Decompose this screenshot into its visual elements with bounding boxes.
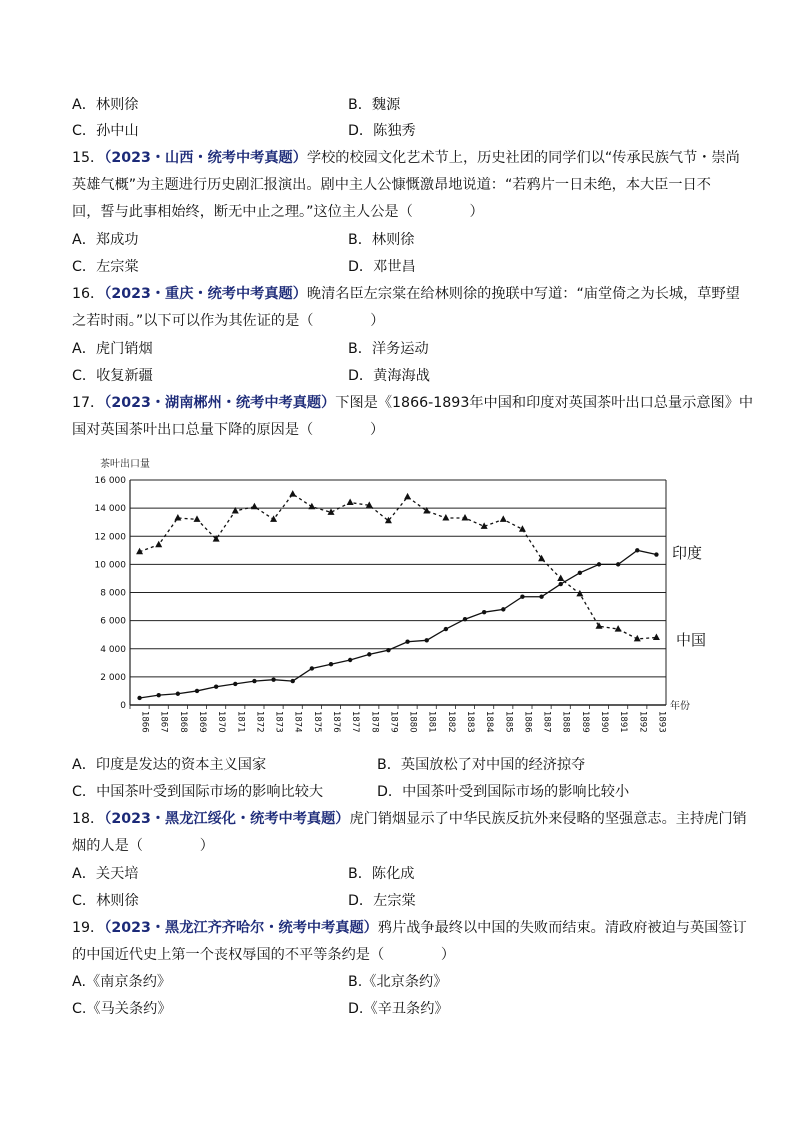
- q19-option-d[interactable]: D.《辛丑条约》: [348, 1001, 449, 1017]
- q19-option-c[interactable]: C.《马关条约》: [72, 1001, 172, 1017]
- q15-stem-line-1: 15．（2023・山西・统考中考真题）学校的校园文化艺术节上，历史社团的同学们以“传承民族气节・崇尚: [72, 150, 740, 166]
- india-data-point: [310, 666, 314, 670]
- china-data-point: [404, 493, 411, 500]
- q15-stem-line-2: 英雄气概”为主题进行历史剧汇报演出。剧中主人公慷慨激昂地说道：“若鸦片一日未绝，本大臣一日不: [72, 177, 711, 193]
- x-tick-label: 1868: [177, 711, 188, 733]
- x-tick-label: 1891: [618, 711, 629, 733]
- chart-grid: [130, 480, 666, 705]
- q14-option-d[interactable]: D．陈独秀: [348, 123, 416, 139]
- x-tick-label: 1869: [197, 711, 207, 733]
- x-tick-label: 1882: [445, 711, 456, 733]
- q19-options-row-2: [72, 999, 449, 1019]
- china-data-point: [174, 514, 181, 521]
- q15-stem-line-3: 回，誓与此事相始终，断无中止之理。”这位主人公是（ ）: [72, 204, 484, 220]
- y-tick-label: 2 000: [100, 672, 126, 683]
- q16-option-a[interactable]: A．虎门销烟: [72, 341, 153, 357]
- india-data-point: [597, 562, 601, 566]
- q16-option-d[interactable]: D．黄海海战: [348, 368, 430, 384]
- q16-stem-line-2: 之若时雨。”以下可以作为其佐证的是（ ）: [72, 313, 385, 329]
- india-data-point: [271, 677, 275, 681]
- india-data-point: [520, 595, 524, 599]
- q19-option-a[interactable]: A.《南京条约》: [72, 974, 172, 990]
- q18-option-d[interactable]: D．左宗棠: [348, 893, 416, 909]
- india-data-point: [635, 548, 639, 552]
- chart-y-ticks: [95, 476, 127, 711]
- x-tick-label: 1871: [235, 711, 246, 733]
- y-tick-label: 6 000: [100, 616, 126, 627]
- india-data-point: [654, 552, 658, 556]
- x-tick-label: 1886: [522, 711, 533, 733]
- india-data-point: [501, 607, 505, 611]
- x-tick-label: 1874: [292, 711, 303, 733]
- q17-option-d[interactable]: D．中国茶叶受到国际市场的影响比较小: [377, 784, 630, 800]
- q19-source-tag: （2023・黑龙江齐齐哈尔・统考中考真题）: [104, 920, 378, 936]
- q16-options-row-2: [72, 366, 430, 386]
- q19-stem-line-2: 的中国近代史上第一个丧权辱国的不平等条约是（ ）: [72, 947, 456, 963]
- q16-options-row-1: [72, 339, 429, 359]
- x-tick-label: 1880: [407, 711, 418, 733]
- x-tick-label: 1872: [254, 711, 265, 733]
- q14-options-row-1: [72, 95, 401, 115]
- q18-option-b[interactable]: B．陈化成: [348, 866, 415, 882]
- q15-option-d[interactable]: D．邓世昌: [348, 259, 416, 275]
- chart-y-label: 茶叶出口量: [100, 459, 150, 470]
- india-data-point: [367, 652, 371, 656]
- tea-export-chart: [90, 455, 730, 745]
- q14-option-b[interactable]: B．魏源: [348, 97, 401, 113]
- y-tick-label: 10 000: [94, 560, 126, 571]
- x-tick-label: 1890: [599, 711, 609, 733]
- q17-option-a[interactable]: A．印度是发达的资本主义国家: [72, 757, 267, 773]
- q16-stem-line-1: 16．（2023・重庆・统考中考真题）晚清名臣左宗棠在给林则徐的挽联中写道：“庙堂倚之为长城，草野望: [72, 286, 740, 302]
- x-tick-label: 1881: [426, 711, 437, 733]
- q16-option-b[interactable]: B．洋务运动: [348, 341, 429, 357]
- india-data-point: [539, 595, 543, 599]
- india-data-point: [137, 696, 141, 700]
- x-tick-label: 1870: [216, 711, 227, 733]
- x-tick-label: 1866: [139, 711, 150, 733]
- china-data-point: [289, 490, 296, 497]
- q15-option-b[interactable]: B．林则徐: [348, 232, 415, 248]
- x-tick-label: 1879: [388, 711, 399, 733]
- x-tick-label: 1885: [503, 711, 514, 733]
- q18-options-row-2: [72, 891, 416, 911]
- q16-source-tag: （2023・重庆・统考中考真题）: [104, 286, 307, 302]
- x-tick-label: 1875: [311, 711, 322, 733]
- chart-x-label: 年份: [670, 701, 690, 712]
- q15-option-c[interactable]: C．左宗棠: [72, 259, 139, 275]
- china-data-point: [653, 634, 660, 641]
- chart-x-ticks: [130, 705, 666, 733]
- china-data-point: [500, 515, 507, 522]
- q18-option-c[interactable]: C．林则徐: [72, 893, 139, 909]
- q15-options-row-1: [72, 230, 415, 250]
- india-data-point: [157, 693, 161, 697]
- x-tick-label: 1873: [273, 711, 284, 733]
- x-tick-label: 1867: [158, 711, 169, 733]
- q19-option-b[interactable]: B.《北京条约》: [348, 974, 448, 990]
- x-tick-label: 1878: [369, 711, 380, 733]
- china-data-point: [308, 503, 315, 510]
- legend-china: 中国: [676, 631, 707, 649]
- india-data-point: [291, 679, 295, 683]
- india-data-point: [559, 582, 563, 586]
- india-data-point: [616, 562, 620, 566]
- q15-option-a[interactable]: A．郑成功: [72, 232, 139, 248]
- q15-source-tag: （2023・山西・统考中考真题）: [104, 150, 307, 166]
- china-data-point: [576, 590, 583, 597]
- y-tick-label: 12 000: [94, 532, 126, 543]
- india-data-point: [444, 627, 448, 631]
- china-data-point: [557, 574, 564, 581]
- q16-option-c[interactable]: C．收复新疆: [72, 368, 153, 384]
- india-data-point: [386, 648, 390, 652]
- x-tick-label: 1883: [465, 711, 475, 733]
- chart-series: [136, 490, 660, 700]
- india-data-point: [252, 679, 256, 683]
- india-data-point: [482, 610, 486, 614]
- q18-options-row-1: [72, 864, 415, 884]
- q19-options-row-1: [72, 972, 448, 992]
- india-data-point: [214, 685, 218, 689]
- x-tick-label: 1887: [541, 711, 552, 733]
- y-tick-label: 14 000: [94, 504, 126, 515]
- china-data-point: [194, 515, 201, 522]
- q14-options-row-2: [72, 121, 416, 141]
- q15-options-row-2: [72, 257, 416, 277]
- india-data-point: [425, 638, 429, 642]
- x-tick-label: 1876: [331, 711, 341, 733]
- q17-stem-line-1: 17．（2023・湖南郴州・统考中考真题）下图是《1866-1893年中国和印度对英国茶叶出口总量示意图》中: [72, 395, 754, 411]
- q18-option-a[interactable]: A．关天培: [72, 866, 139, 882]
- q17-options-row-1: [72, 755, 586, 775]
- india-data-point: [463, 617, 467, 621]
- china-data-point: [347, 499, 354, 506]
- x-tick-label: 1884: [484, 711, 495, 733]
- x-tick-label: 1889: [579, 711, 590, 733]
- x-tick-label: 1892: [637, 711, 648, 733]
- india-data-point: [329, 662, 333, 666]
- india-data-point: [195, 689, 199, 693]
- x-tick-label: 1888: [560, 711, 571, 733]
- india-data-point: [176, 692, 180, 696]
- india-data-point: [405, 640, 409, 644]
- y-tick-label: 4 000: [100, 644, 126, 655]
- q14-option-c[interactable]: C．孙中山: [72, 123, 139, 139]
- q18-source-tag: （2023・黑龙江绥化・统考中考真题）: [104, 811, 350, 827]
- x-tick-label: 1877: [350, 711, 361, 733]
- q17-source-tag: （2023・湖南郴州・统考中考真题）: [104, 395, 336, 411]
- q17-options-row-2: [72, 782, 630, 802]
- series-line-china: [140, 494, 657, 639]
- china-data-point: [462, 514, 469, 521]
- q17-option-c[interactable]: C．中国茶叶受到国际市场的影响比较大: [72, 784, 324, 800]
- legend-india: 印度: [672, 544, 703, 562]
- q19-stem-line-1: 19．（2023・黑龙江齐齐哈尔・统考中考真题）鸦片战争最终以中国的失败而结束。清政府被迫与英国签订: [72, 920, 747, 936]
- q17-stem-line-2: 国对英国茶叶出口总量下降的原因是（ ）: [72, 422, 385, 438]
- india-data-point: [233, 682, 237, 686]
- china-data-point: [615, 625, 622, 632]
- india-data-point: [578, 571, 582, 575]
- q14-option-a[interactable]: A．林则徐: [72, 97, 139, 113]
- india-data-point: [348, 658, 352, 662]
- y-tick-label: 16 000: [94, 476, 126, 486]
- y-tick-label: 8 000: [100, 588, 126, 599]
- q18-stem-line-1: 18．（2023・黑龙江绥化・统考中考真题）虎门销烟显示了中华民族反抗外来侵略的坚强意志。主持虎门销: [72, 811, 747, 827]
- q18-stem-line-2: 烟的人是（ ）: [72, 838, 214, 854]
- china-data-point: [442, 514, 449, 521]
- q17-option-b[interactable]: B．英国放松了对中国的经济掠夺: [377, 757, 586, 773]
- china-data-point: [251, 503, 258, 510]
- y-tick-label: 0: [120, 701, 126, 711]
- x-tick-label: 1893: [656, 711, 667, 733]
